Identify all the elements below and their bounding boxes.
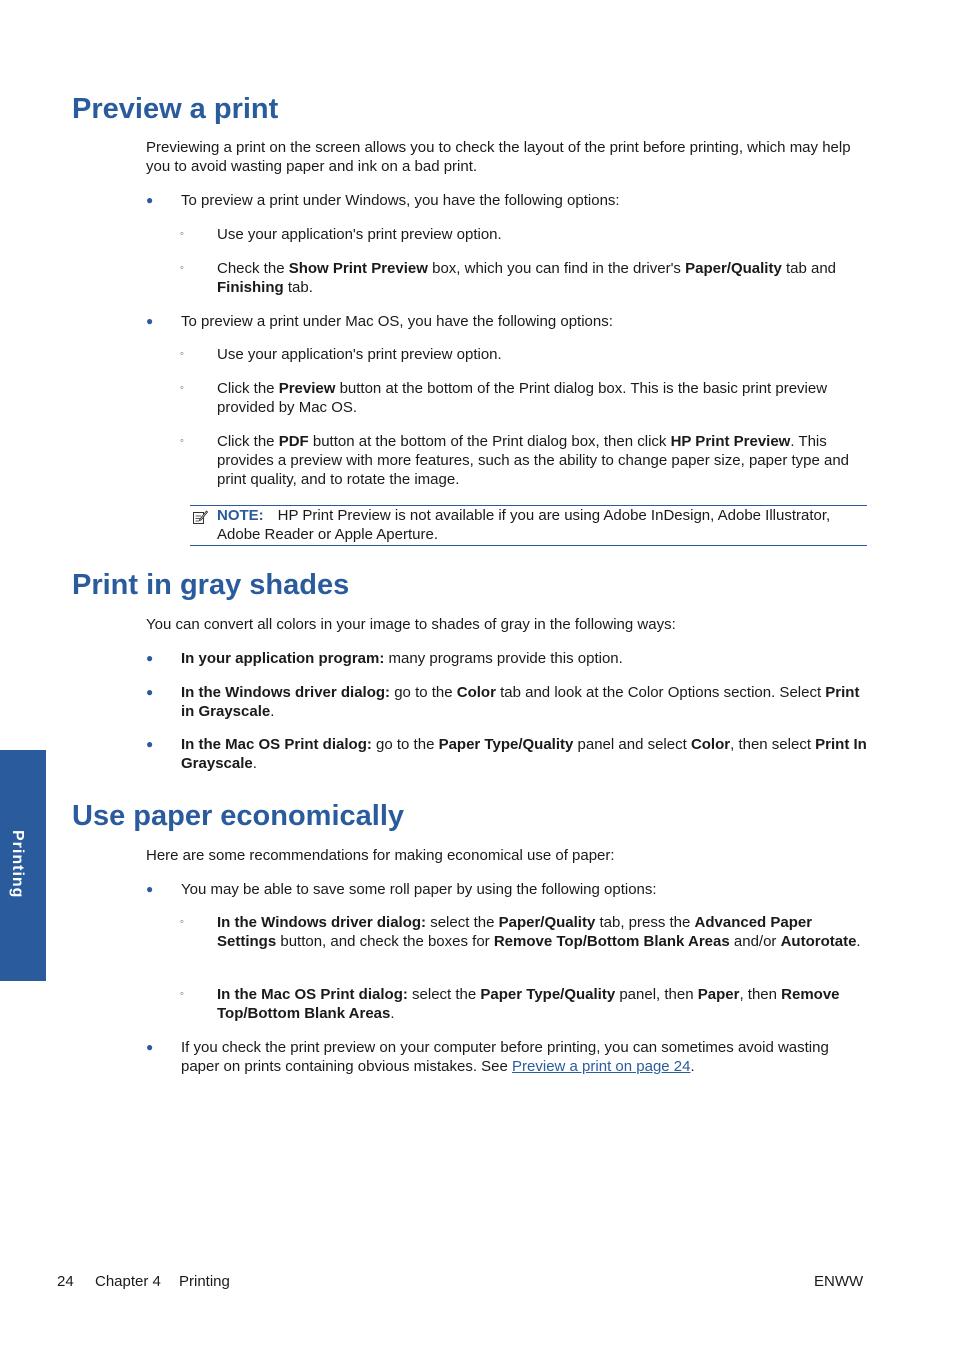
sub-bullet-text: Click the Preview button at the bottom of the Print dialog box. This is the basic print preview provided by Mac OS. — [217, 380, 828, 416]
section-title-preview: Preview a print — [72, 93, 279, 125]
sub-bullet-marker: ◦ — [180, 382, 184, 394]
footer-code: ENWW — [814, 1273, 864, 1290]
sub-bullet-marker: ◦ — [180, 916, 184, 928]
footer-chapter: Chapter 4 — [95, 1273, 161, 1290]
sub-bullet-text: Check the Show Print Preview box, which you can find in the driver's Paper/Quality tab and Finishing tab. — [217, 260, 837, 296]
bullet-text: To preview a print under Mac OS, you have the following options: — [181, 313, 613, 330]
gray-intro: You can convert all colors in your image to shades of gray in the following ways: — [146, 616, 676, 633]
sub-bullet-marker: ◦ — [180, 262, 184, 274]
footer-chapter-name: Printing — [179, 1273, 230, 1290]
bullet-text: You may be able to save some roll paper by using the following options: — [181, 881, 657, 898]
sub-bullet-marker: ◦ — [180, 348, 184, 360]
bullet-marker: ● — [146, 1040, 154, 1054]
bullet-marker: ● — [146, 882, 154, 896]
bullet-marker: ● — [146, 685, 154, 699]
sub-bullet-text: Click the PDF button at the bottom of the Print dialog box, then click HP Print Preview. This provides a preview with more features, such as the ability to change paper size, paper type and print quality, and to rotate the image. — [217, 433, 850, 488]
cross-reference-link[interactable]: Preview a print on page 24 — [512, 1058, 691, 1075]
bullet-text: To preview a print under Windows, you have the following options: — [181, 192, 620, 209]
bullet-marker: ● — [146, 314, 154, 328]
section-title-economy: Use paper economically — [72, 800, 405, 832]
sub-bullet-text: Use your application's print preview option. — [217, 226, 502, 243]
side-tab-label: Printing — [9, 830, 26, 899]
sub-bullet-marker: ◦ — [180, 435, 184, 447]
bullet-text: In your application program: many programs provide this option. — [181, 650, 623, 667]
note-pencil-icon — [192, 509, 208, 525]
section-title-gray: Print in gray shades — [72, 569, 350, 601]
footer-page-number: 24 — [57, 1273, 74, 1290]
bullet-text: If you check the print preview on your computer before printing, you can sometimes avoid wasting paper on prints containing obvious mistakes. See Preview a print on page 24. — [181, 1039, 829, 1075]
bullet-marker: ● — [146, 651, 154, 665]
chapter-side-tab — [0, 750, 46, 981]
sub-bullet-marker: ◦ — [180, 228, 184, 240]
bullet-marker: ● — [146, 193, 154, 207]
sub-bullet-text: In the Windows driver dialog: select the Paper/Quality tab, press the Advanced Paper Settings button, and check the boxes for Remove Top/Bottom Blank Areas and/or Autorotate. — [217, 914, 861, 950]
preview-intro: Previewing a print on the screen allows you to check the layout of the print before printing, which may help you to avoid wasting paper and ink on a bad print. — [146, 139, 851, 175]
note-box — [190, 505, 867, 546]
bullet-text: In the Windows driver dialog: go to the Color tab and look at the Color Options section. Select Print in Grayscale. — [181, 684, 860, 720]
bullet-marker: ● — [146, 737, 154, 751]
note-text: NOTE: HP Print Preview is not available if you are using Adobe InDesign, Adobe Illustrator, Adobe Reader or Apple Aperture. — [217, 507, 831, 543]
bullet-text: In the Mac OS Print dialog: go to the Paper Type/Quality panel and select Color, then select Print In Grayscale. — [181, 736, 867, 772]
note-label: NOTE: — [217, 507, 264, 524]
sub-bullet-text: Use your application's print preview option. — [217, 346, 502, 363]
sub-bullet-marker: ◦ — [180, 988, 184, 1000]
sub-bullet-text: In the Mac OS Print dialog: select the Paper Type/Quality panel, then Paper, then Remove Top/Bottom Blank Areas. — [217, 986, 840, 1022]
economy-intro: Here are some recommendations for making economical use of paper: — [146, 847, 615, 864]
